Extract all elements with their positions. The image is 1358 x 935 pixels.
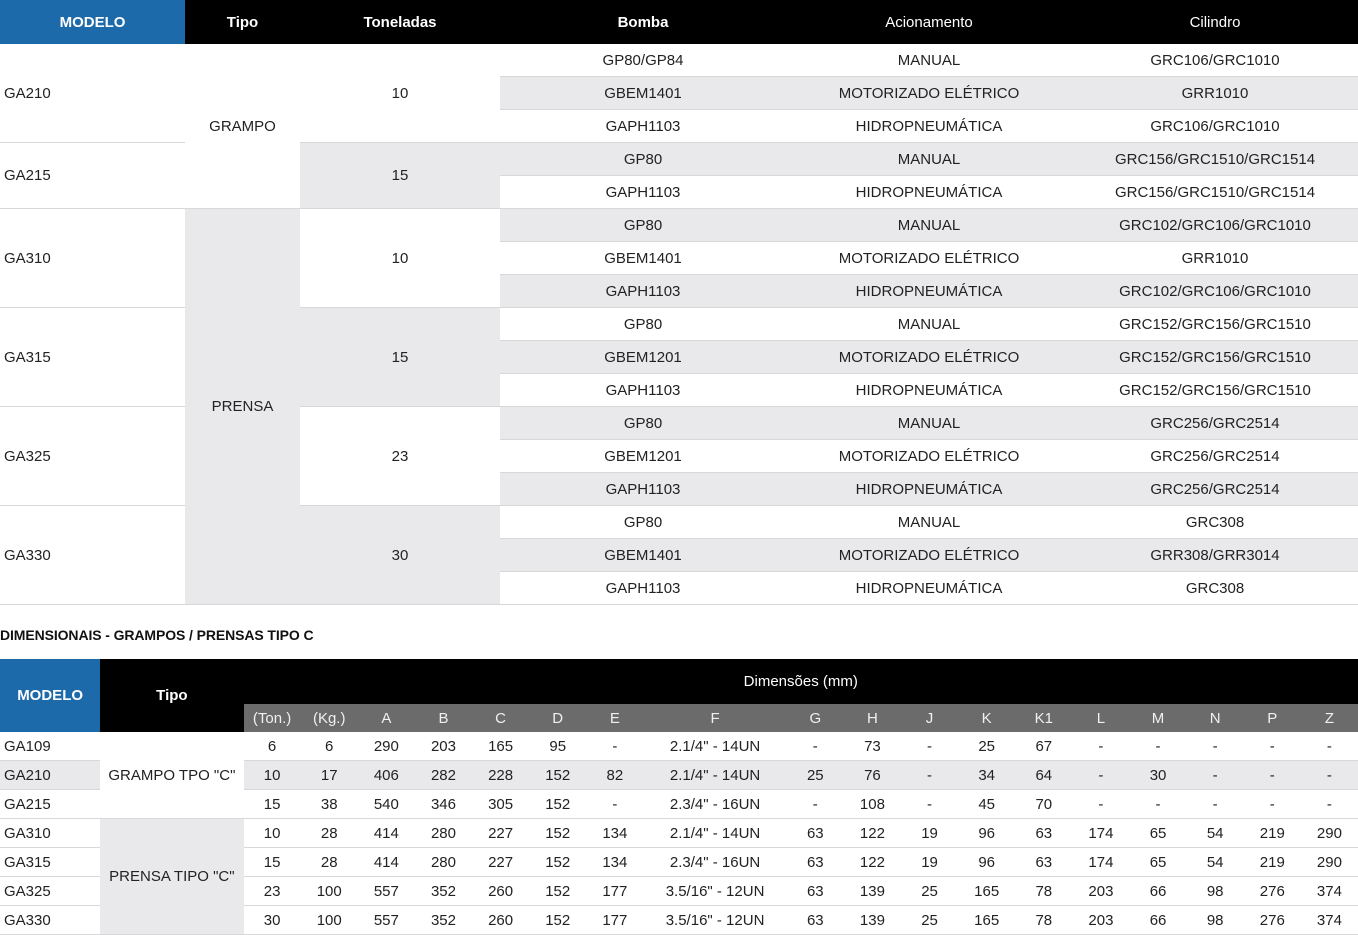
- tons-cell: 23: [300, 407, 500, 506]
- value-cell: 45: [958, 790, 1015, 819]
- value-cell: 63: [1015, 819, 1072, 848]
- dimensions-table: [0, 659, 1358, 935]
- value-cell: 100: [301, 906, 358, 935]
- value-cell: 108: [844, 790, 901, 819]
- acionamento-cell: MANUAL: [786, 506, 1072, 539]
- value-cell: 6: [301, 732, 358, 761]
- table-row: [0, 819, 1358, 848]
- bomba-cell: GBEM1401: [500, 77, 786, 110]
- value-cell: -: [901, 732, 958, 761]
- cilindro-cell: GRC308: [1072, 506, 1358, 539]
- value-cell: -: [586, 732, 643, 761]
- acionamento-cell: MANUAL: [786, 407, 1072, 440]
- column-header: G: [787, 704, 844, 732]
- bomba-cell: GP80/GP84: [500, 44, 786, 77]
- column-header: L: [1072, 704, 1129, 732]
- value-cell: 203: [1072, 906, 1129, 935]
- value-cell: 165: [958, 877, 1015, 906]
- value-cell: 96: [958, 819, 1015, 848]
- value-cell: 17: [301, 761, 358, 790]
- cilindro-cell: GRC308: [1072, 572, 1358, 605]
- acionamento-cell: HIDROPNEUMÁTICA: [786, 572, 1072, 605]
- cilindro-cell: GRC102/GRC106/GRC1010: [1072, 275, 1358, 308]
- value-cell: 98: [1187, 906, 1244, 935]
- type-cell: GRAMPO TPO "C": [100, 732, 243, 819]
- value-cell: 2.1/4" - 14UN: [643, 732, 786, 761]
- value-cell: 134: [586, 819, 643, 848]
- bomba-cell: GAPH1103: [500, 176, 786, 209]
- value-cell: 152: [529, 761, 586, 790]
- bomba-cell: GP80: [500, 407, 786, 440]
- value-cell: -: [787, 732, 844, 761]
- column-header: K1: [1015, 704, 1072, 732]
- bomba-cell: GP80: [500, 143, 786, 176]
- acionamento-cell: HIDROPNEUMÁTICA: [786, 275, 1072, 308]
- value-cell: 260: [472, 877, 529, 906]
- value-cell: -: [1072, 732, 1129, 761]
- acionamento-cell: MOTORIZADO ELÉTRICO: [786, 341, 1072, 374]
- acionamento-cell: MANUAL: [786, 143, 1072, 176]
- model-cell: GA315: [0, 308, 185, 407]
- value-cell: -: [787, 790, 844, 819]
- column-header: A: [358, 704, 415, 732]
- value-cell: 30: [1129, 761, 1186, 790]
- value-cell: 2.1/4" - 14UN: [643, 819, 786, 848]
- value-cell: -: [1187, 732, 1244, 761]
- value-cell: 203: [1072, 877, 1129, 906]
- value-cell: 76: [844, 761, 901, 790]
- value-cell: 305: [472, 790, 529, 819]
- value-cell: 98: [1187, 877, 1244, 906]
- tons-cell: 15: [300, 308, 500, 407]
- value-cell: 10: [244, 761, 301, 790]
- column-header: D: [529, 704, 586, 732]
- acionamento-cell: MANUAL: [786, 209, 1072, 242]
- value-cell: 66: [1129, 906, 1186, 935]
- model-cell: GA109: [0, 732, 100, 761]
- table-row: [0, 209, 1358, 242]
- value-cell: 280: [415, 819, 472, 848]
- column-header: H: [844, 704, 901, 732]
- value-cell: -: [586, 790, 643, 819]
- bomba-cell: GP80: [500, 506, 786, 539]
- value-cell: 139: [844, 877, 901, 906]
- bomba-cell: GBEM1201: [500, 341, 786, 374]
- value-cell: 54: [1187, 848, 1244, 877]
- cilindro-cell: GRC156/GRC1510/GRC1514: [1072, 143, 1358, 176]
- value-cell: -: [1187, 761, 1244, 790]
- value-cell: 34: [958, 761, 1015, 790]
- acionamento-cell: HIDROPNEUMÁTICA: [786, 110, 1072, 143]
- bomba-cell: GBEM1401: [500, 539, 786, 572]
- value-cell: 174: [1072, 819, 1129, 848]
- tons-cell: 10: [300, 44, 500, 143]
- acionamento-cell: MOTORIZADO ELÉTRICO: [786, 440, 1072, 473]
- value-cell: 122: [844, 848, 901, 877]
- value-cell: 70: [1015, 790, 1072, 819]
- value-cell: 152: [529, 790, 586, 819]
- column-header: F: [643, 704, 786, 732]
- table-row: [0, 44, 1358, 77]
- column-header: Z: [1301, 704, 1358, 732]
- column-header: (Ton.): [244, 704, 301, 732]
- value-cell: 290: [1301, 848, 1358, 877]
- acionamento-cell: MOTORIZADO ELÉTRICO: [786, 77, 1072, 110]
- acionamento-cell: MOTORIZADO ELÉTRICO: [786, 242, 1072, 275]
- cilindro-cell: GRC256/GRC2514: [1072, 473, 1358, 506]
- value-cell: 30: [244, 906, 301, 935]
- value-cell: 174: [1072, 848, 1129, 877]
- value-cell: 25: [787, 761, 844, 790]
- value-cell: -: [901, 761, 958, 790]
- value-cell: 19: [901, 848, 958, 877]
- value-cell: -: [1244, 732, 1301, 761]
- value-cell: 406: [358, 761, 415, 790]
- value-cell: 28: [301, 819, 358, 848]
- header-bomba: Bomba: [500, 0, 786, 44]
- value-cell: 374: [1301, 906, 1358, 935]
- value-cell: 557: [358, 877, 415, 906]
- model-cell: GA310: [0, 209, 185, 308]
- value-cell: 139: [844, 906, 901, 935]
- cilindro-cell: GRR308/GRR3014: [1072, 539, 1358, 572]
- value-cell: -: [1129, 732, 1186, 761]
- value-cell: 73: [844, 732, 901, 761]
- bomba-cell: GBEM1201: [500, 440, 786, 473]
- cilindro-cell: GRC152/GRC156/GRC1510: [1072, 308, 1358, 341]
- cilindro-cell: GRR1010: [1072, 77, 1358, 110]
- value-cell: 28: [301, 848, 358, 877]
- column-header: J: [901, 704, 958, 732]
- bomba-cell: GAPH1103: [500, 374, 786, 407]
- value-cell: 25: [901, 877, 958, 906]
- header-modelo: MODELO: [0, 0, 185, 44]
- table-header-row: [0, 0, 1358, 44]
- value-cell: 177: [586, 877, 643, 906]
- cilindro-cell: GRC152/GRC156/GRC1510: [1072, 341, 1358, 374]
- value-cell: 152: [529, 877, 586, 906]
- value-cell: 203: [415, 732, 472, 761]
- value-cell: 64: [1015, 761, 1072, 790]
- value-cell: 2.3/4" - 16UN: [643, 848, 786, 877]
- value-cell: 65: [1129, 819, 1186, 848]
- type-cell: GRAMPO: [185, 44, 300, 209]
- value-cell: 63: [787, 906, 844, 935]
- bomba-cell: GP80: [500, 209, 786, 242]
- value-cell: 352: [415, 877, 472, 906]
- acionamento-cell: MOTORIZADO ELÉTRICO: [786, 539, 1072, 572]
- value-cell: 152: [529, 819, 586, 848]
- value-cell: 152: [529, 906, 586, 935]
- section-title: DIMENSIONAIS - GRAMPOS / PRENSAS TIPO C: [0, 627, 314, 643]
- cilindro-cell: GRC106/GRC1010: [1072, 110, 1358, 143]
- acionamento-cell: HIDROPNEUMÁTICA: [786, 176, 1072, 209]
- bomba-cell: GAPH1103: [500, 275, 786, 308]
- acionamento-cell: HIDROPNEUMÁTICA: [786, 473, 1072, 506]
- value-cell: 25: [901, 906, 958, 935]
- value-cell: 63: [787, 877, 844, 906]
- model-cell: GA325: [0, 877, 100, 906]
- value-cell: -: [1129, 790, 1186, 819]
- value-cell: 3.5/16" - 12UN: [643, 906, 786, 935]
- cilindro-cell: GRC102/GRC106/GRC1010: [1072, 209, 1358, 242]
- header-modelo: MODELO: [0, 659, 100, 732]
- value-cell: 219: [1244, 848, 1301, 877]
- value-cell: -: [1301, 761, 1358, 790]
- value-cell: 15: [244, 790, 301, 819]
- model-cell: GA215: [0, 790, 100, 819]
- value-cell: 280: [415, 848, 472, 877]
- value-cell: -: [1301, 732, 1358, 761]
- value-cell: 227: [472, 819, 529, 848]
- type-cell: PRENSA TIPO "C": [100, 819, 243, 935]
- value-cell: 152: [529, 848, 586, 877]
- value-cell: 346: [415, 790, 472, 819]
- value-cell: -: [1244, 761, 1301, 790]
- value-cell: 219: [1244, 819, 1301, 848]
- value-cell: 38: [301, 790, 358, 819]
- model-cell: GA210: [0, 761, 100, 790]
- value-cell: 227: [472, 848, 529, 877]
- value-cell: 96: [958, 848, 1015, 877]
- value-cell: 2.3/4" - 16UN: [643, 790, 786, 819]
- value-cell: -: [1187, 790, 1244, 819]
- table-row: [0, 732, 1358, 761]
- tons-cell: 10: [300, 209, 500, 308]
- value-cell: 260: [472, 906, 529, 935]
- value-cell: 557: [358, 906, 415, 935]
- header-dimensoes: Dimensões (mm): [244, 659, 1358, 704]
- value-cell: 10: [244, 819, 301, 848]
- value-cell: 23: [244, 877, 301, 906]
- bomba-cell: GP80: [500, 308, 786, 341]
- acionamento-cell: HIDROPNEUMÁTICA: [786, 374, 1072, 407]
- value-cell: 228: [472, 761, 529, 790]
- column-header: P: [1244, 704, 1301, 732]
- header-toneladas: Toneladas: [300, 0, 500, 44]
- value-cell: 100: [301, 877, 358, 906]
- tons-cell: 30: [300, 506, 500, 605]
- value-cell: 19: [901, 819, 958, 848]
- model-cell: GA215: [0, 143, 185, 209]
- table-header-row: [0, 659, 1358, 704]
- model-cell: GA310: [0, 819, 100, 848]
- column-header: (Kg.): [301, 704, 358, 732]
- acionamento-cell: MANUAL: [786, 308, 1072, 341]
- model-cell: GA330: [0, 506, 185, 605]
- value-cell: -: [1072, 790, 1129, 819]
- value-cell: -: [1301, 790, 1358, 819]
- model-cell: GA330: [0, 906, 100, 935]
- header-cilindro: Cilindro: [1072, 0, 1358, 44]
- tons-cell: 15: [300, 143, 500, 209]
- value-cell: 3.5/16" - 12UN: [643, 877, 786, 906]
- value-cell: -: [1244, 790, 1301, 819]
- bomba-cell: GAPH1103: [500, 572, 786, 605]
- cilindro-cell: GRC256/GRC2514: [1072, 440, 1358, 473]
- value-cell: 290: [1301, 819, 1358, 848]
- column-header: N: [1187, 704, 1244, 732]
- column-header: K: [958, 704, 1015, 732]
- column-header: B: [415, 704, 472, 732]
- value-cell: 134: [586, 848, 643, 877]
- type-cell: PRENSA: [185, 209, 300, 605]
- cilindro-cell: GRR1010: [1072, 242, 1358, 275]
- value-cell: 54: [1187, 819, 1244, 848]
- value-cell: 540: [358, 790, 415, 819]
- value-cell: 122: [844, 819, 901, 848]
- header-tipo: Tipo: [185, 0, 300, 44]
- model-cell: GA315: [0, 848, 100, 877]
- value-cell: 177: [586, 906, 643, 935]
- bomba-cell: GAPH1103: [500, 473, 786, 506]
- value-cell: 63: [1015, 848, 1072, 877]
- value-cell: 352: [415, 906, 472, 935]
- value-cell: 15: [244, 848, 301, 877]
- value-cell: 25: [958, 732, 1015, 761]
- value-cell: -: [1072, 761, 1129, 790]
- model-cell: GA325: [0, 407, 185, 506]
- column-header: M: [1129, 704, 1186, 732]
- value-cell: 165: [472, 732, 529, 761]
- acionamento-cell: MANUAL: [786, 44, 1072, 77]
- cilindro-cell: GRC106/GRC1010: [1072, 44, 1358, 77]
- value-cell: 65: [1129, 848, 1186, 877]
- value-cell: -: [901, 790, 958, 819]
- value-cell: 374: [1301, 877, 1358, 906]
- cilindro-cell: GRC152/GRC156/GRC1510: [1072, 374, 1358, 407]
- value-cell: 165: [958, 906, 1015, 935]
- header-tipo: Tipo: [100, 659, 243, 732]
- value-cell: 95: [529, 732, 586, 761]
- bomba-cell: GAPH1103: [500, 110, 786, 143]
- cilindro-cell: GRC156/GRC1510/GRC1514: [1072, 176, 1358, 209]
- value-cell: 414: [358, 848, 415, 877]
- value-cell: 282: [415, 761, 472, 790]
- column-header: C: [472, 704, 529, 732]
- cilindro-cell: GRC256/GRC2514: [1072, 407, 1358, 440]
- value-cell: 78: [1015, 877, 1072, 906]
- value-cell: 67: [1015, 732, 1072, 761]
- header-acionamento: Acionamento: [786, 0, 1072, 44]
- value-cell: 63: [787, 819, 844, 848]
- column-header: E: [586, 704, 643, 732]
- value-cell: 6: [244, 732, 301, 761]
- value-cell: 66: [1129, 877, 1186, 906]
- model-cell: GA210: [0, 44, 185, 143]
- value-cell: 63: [787, 848, 844, 877]
- value-cell: 276: [1244, 877, 1301, 906]
- value-cell: 290: [358, 732, 415, 761]
- value-cell: 276: [1244, 906, 1301, 935]
- bomba-cell: GBEM1401: [500, 242, 786, 275]
- value-cell: 2.1/4" - 14UN: [643, 761, 786, 790]
- value-cell: 414: [358, 819, 415, 848]
- value-cell: 82: [586, 761, 643, 790]
- value-cell: 78: [1015, 906, 1072, 935]
